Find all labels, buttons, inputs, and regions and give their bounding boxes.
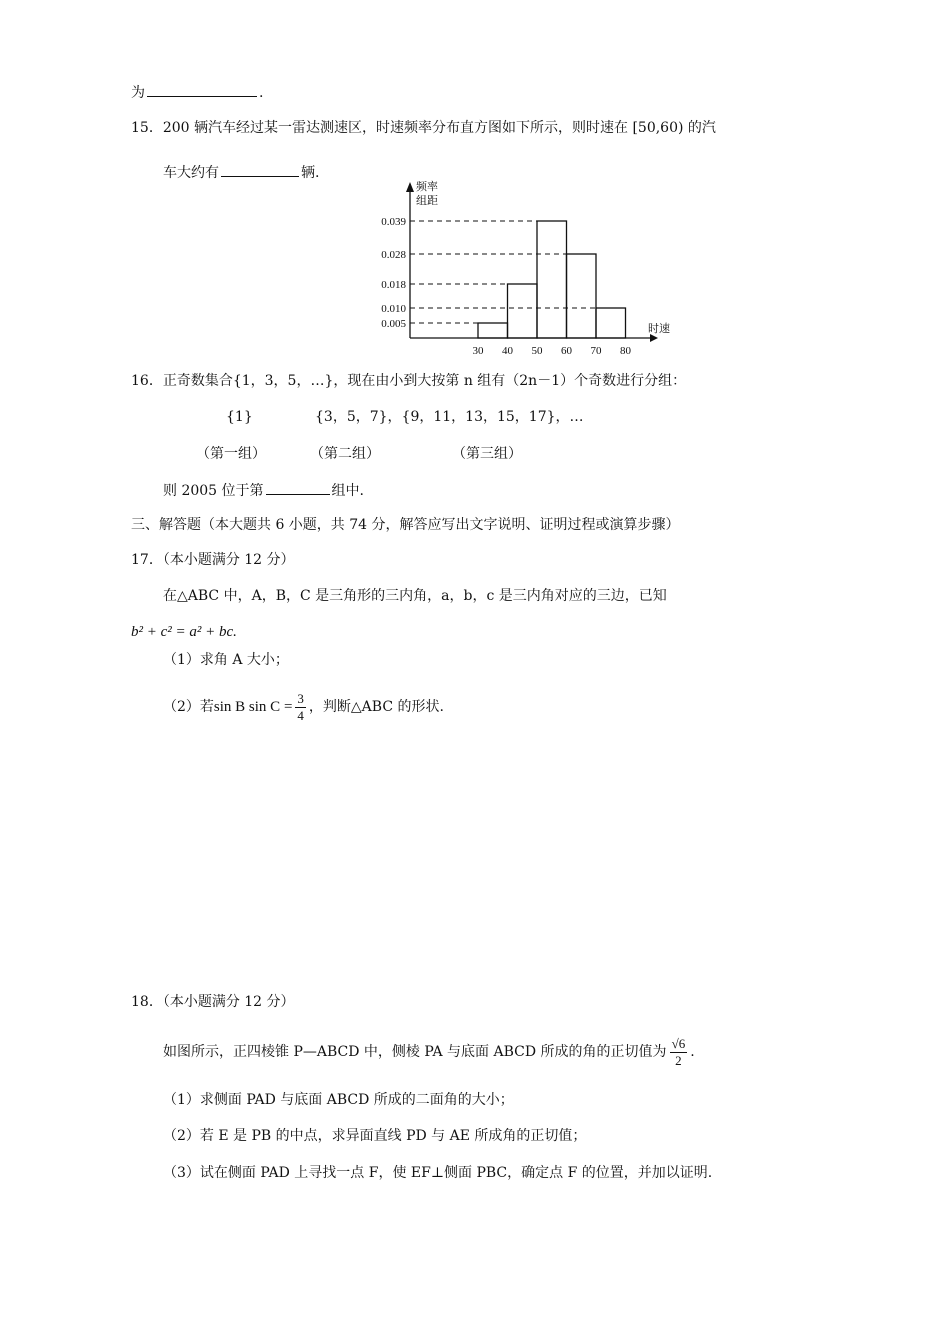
histogram-bar	[478, 323, 508, 338]
x-tick-label: 50	[531, 345, 543, 357]
q17-score: （本小题满分 12 分）	[162, 552, 295, 568]
answer-blank	[221, 162, 299, 177]
q15-text2-suffix: 辆.	[301, 165, 320, 181]
q15-text2-prefix: 车大约有	[163, 165, 219, 181]
q16-line1	[131, 371, 686, 391]
q18-part3: （3）试在侧面 PAD 上寻找一点 F，使 EF⊥侧面 PBC，确定点 F 的位置，并加以证明.	[163, 1165, 713, 1181]
fraction-denominator: 2	[675, 1052, 682, 1068]
x-tick-label: 80	[620, 345, 631, 357]
answer-blank	[147, 82, 257, 97]
q17-line1: 在△ABC 中，A，B，C 是三角形的三内角，a，b，c 是三内角对应的三边，已知	[163, 588, 667, 604]
y-tick-label: 0.039	[381, 216, 406, 228]
y-tick-label: 0.018	[381, 279, 406, 291]
histogram-bar	[537, 221, 567, 338]
fraction	[295, 691, 306, 724]
q15-line2	[163, 162, 319, 183]
q18-text-end: .	[690, 1044, 695, 1060]
speed-histogram	[350, 178, 670, 358]
answer-blank	[266, 480, 330, 495]
q16-text2-prefix: 则 2005 位于第	[163, 483, 264, 499]
q17-formula: b² + c² = a² + bc.	[131, 624, 237, 640]
q15-text: 200 辆汽车经过某一雷达测速区，时速频率分布直方图如下所示，则时速在 [50,60) 的汽	[162, 120, 716, 136]
histogram-bar	[567, 254, 597, 338]
q17-part2	[163, 687, 444, 727]
q17-part2-expr: sin B sin C =	[213, 699, 293, 715]
x-axis-arrow	[650, 334, 658, 342]
q17-part1: （1）求角 A 大小；	[163, 652, 289, 668]
question-number: 16．	[131, 373, 163, 389]
y-tick-label: 0.028	[381, 249, 406, 261]
question-number: 17．	[131, 552, 163, 568]
q15-line1	[131, 118, 716, 138]
q16-group1: {1}	[226, 409, 253, 425]
q16-label3: （第三组）	[452, 446, 522, 462]
q14-tail	[131, 82, 263, 103]
q18-part1: （1）求侧面 PAD 与底面 ABCD 所成的二面角的大小；	[163, 1092, 514, 1108]
q18-header	[131, 992, 295, 1012]
question-number: 15．	[131, 120, 163, 136]
q18-score: （本小题满分 12 分）	[162, 994, 295, 1010]
section-heading: 三、解答题（本大题共 6 小题，共 74 分，解答应写出文字说明、证明过程或演算步骤）	[131, 517, 680, 533]
fraction-denominator: 4	[297, 707, 304, 723]
q16-text2-suffix: 组中.	[331, 483, 364, 499]
fraction-numerator: √6	[671, 1035, 686, 1051]
q16-group23: {3，5，7}，{9，11，13，15，17}，…	[315, 409, 584, 425]
y-axis-label-top: 频率	[416, 181, 438, 193]
q16-label2: （第二组）	[310, 446, 380, 462]
histogram-bar	[596, 308, 626, 338]
histogram-bar	[508, 284, 538, 338]
q18-text: 如图所示，正四棱锥 P—ABCD 中，侧棱 PA 与底面 ABCD 所成的角的正切值为	[163, 1044, 667, 1060]
y-axis-label-bottom: 组距	[416, 195, 438, 207]
y-axis-arrow	[406, 182, 414, 192]
q16-text: 正奇数集合{1，3，5，…}，现在由小到大按第 n 组有（2n－1）个奇数进行分组：	[162, 373, 687, 389]
question-number: 18．	[131, 994, 163, 1010]
q17-header	[131, 550, 295, 570]
q16-line2	[163, 480, 364, 501]
x-tick-label: 40	[502, 345, 513, 357]
y-tick-label: 0.005	[381, 318, 406, 330]
fraction	[670, 1036, 688, 1069]
q17-part2-suffix: ，判断△ABC 的形状.	[308, 699, 444, 715]
q16-label1: （第一组）	[196, 446, 266, 462]
x-tick-label: 70	[590, 345, 602, 357]
q17-part2-prefix: （2）若	[163, 699, 214, 715]
q18-part2: （2）若 E 是 PB 的中点，求异面直线 PD 与 AE 所成角的正切值；	[163, 1128, 587, 1144]
q14-suffix: .	[259, 85, 264, 101]
y-tick-label: 0.010	[381, 303, 406, 315]
q14-prefix: 为	[131, 85, 145, 101]
fraction-numerator: 3	[297, 690, 304, 706]
x-tick-label: 60	[561, 345, 572, 357]
x-tick-label: 30	[472, 345, 484, 357]
q18-line1	[163, 1030, 695, 1074]
x-axis-label: 时速	[648, 323, 670, 335]
